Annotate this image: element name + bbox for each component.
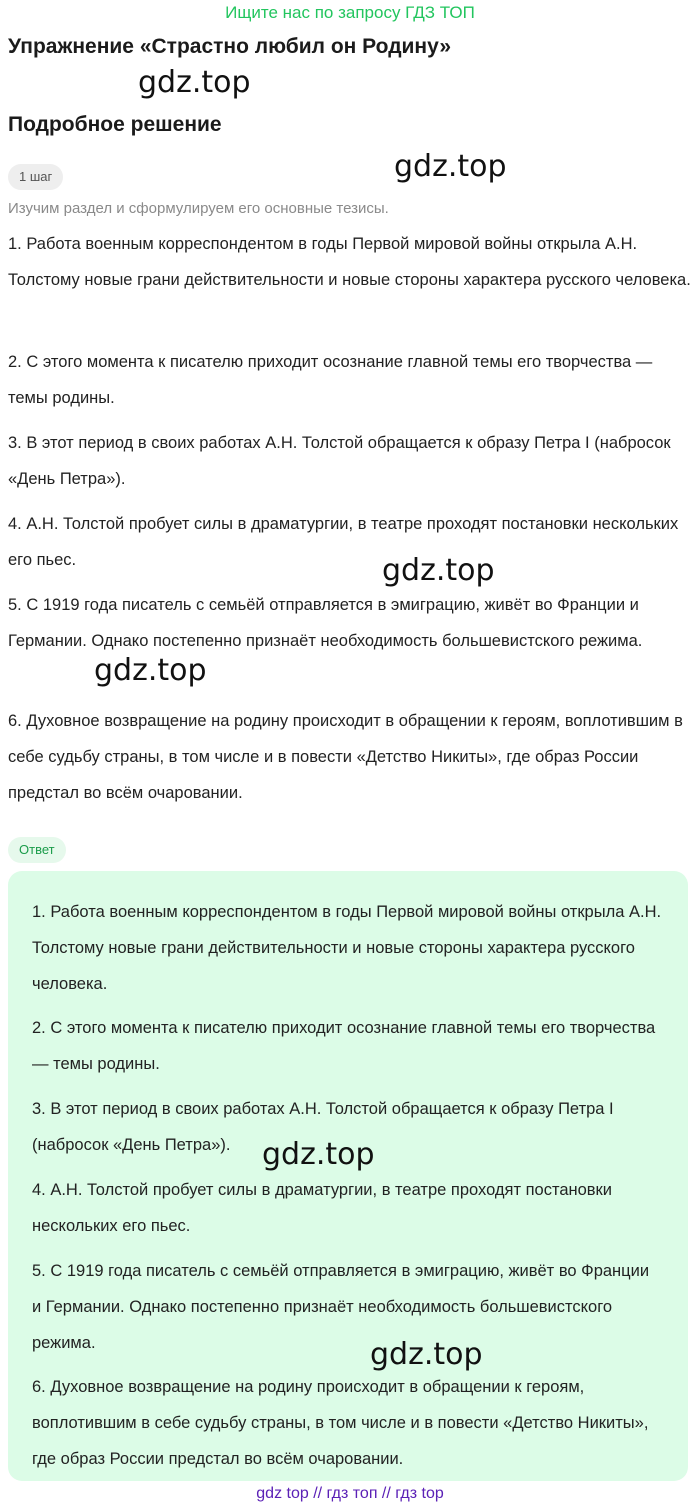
thesis-paragraph: 4. А.Н. Толстой пробует силы в драматургии, в театре проходят постановки нескольких его пьес.: [8, 515, 679, 569]
watermark: gdz.top: [382, 553, 495, 588]
answer-paragraph: 1. Работа военным корреспондентом в годы Первой мировой войны открыла А.Н. Толстому новые грани действительности и новые стороны характера русского человека.: [32, 903, 662, 993]
answer-paragraph: 6. Духовное возвращение на родину происходит в обращении к героям, воплотившим в себе судьбу страны, в том числе и в повести «Детство Никиты», где образ России предстал во всём очаровании.: [32, 1378, 649, 1468]
watermark: gdz.top: [94, 653, 207, 688]
intro-text: Изучим раздел и сформулируем его основные тезисы.: [8, 200, 389, 217]
footer-links[interactable]: gdz top // гдз топ // гдз top: [256, 1485, 444, 1502]
answer-badge: Ответ: [8, 837, 66, 863]
page-title: Упражнение «Страстно любил он Родину»: [8, 35, 451, 58]
watermark: gdz.top: [370, 1337, 483, 1372]
answer-paragraph: 3. В этот период в своих работах А.Н. Толстой обращается к образу Петра I (набросок «День Петра»).: [32, 1100, 614, 1154]
thesis-paragraph: 3. В этот период в своих работах А.Н. Толстой обращается к образу Петра I (набросок «День Петра»).: [8, 434, 671, 488]
watermark: gdz.top: [138, 65, 251, 100]
answer-paragraph: 5. С 1919 года писатель с семьёй отправляется в эмиграцию, живёт во Франции и Германии. Однако постепенно признаёт необходимость большевистского режима.: [32, 1262, 650, 1352]
answer-paragraph: 4. А.Н. Толстой пробует силы в драматургии, в театре проходят постановки нескольких его пьес.: [32, 1181, 612, 1235]
thesis-paragraph: 2. С этого момента к писателю приходит осознание главной темы его творчества — темы родины.: [8, 353, 653, 407]
thesis-paragraph: 1. Работа военным корреспондентом в годы Первой мировой войны открыла А.Н. Толстому новые грани действительности и новые стороны характера русского человека.: [8, 235, 691, 289]
watermark: gdz.top: [394, 149, 507, 184]
top-banner[interactable]: Ищите нас по запросу ГДЗ ТОП: [225, 3, 475, 22]
section-subtitle: Подробное решение: [8, 113, 222, 136]
answer-box: [8, 871, 688, 1481]
thesis-paragraph: 6. Духовное возвращение на родину происходит в обращении к героям, воплотившим в себе судьбу страны, в том числе и в повести «Детство Никиты», где образ России предстал во всём очаровании.: [8, 712, 683, 802]
step-badge: 1 шаг: [8, 164, 63, 190]
watermark: gdz.top: [262, 1137, 375, 1172]
answer-paragraph: 2. С этого момента к писателю приходит осознание главной темы его творчества — темы родины.: [32, 1019, 656, 1073]
thesis-paragraph: 5. С 1919 года писатель с семьёй отправляется в эмиграцию, живёт во Франции и Германии. Однако постепенно признаёт необходимость большевистского режима.: [8, 596, 643, 650]
